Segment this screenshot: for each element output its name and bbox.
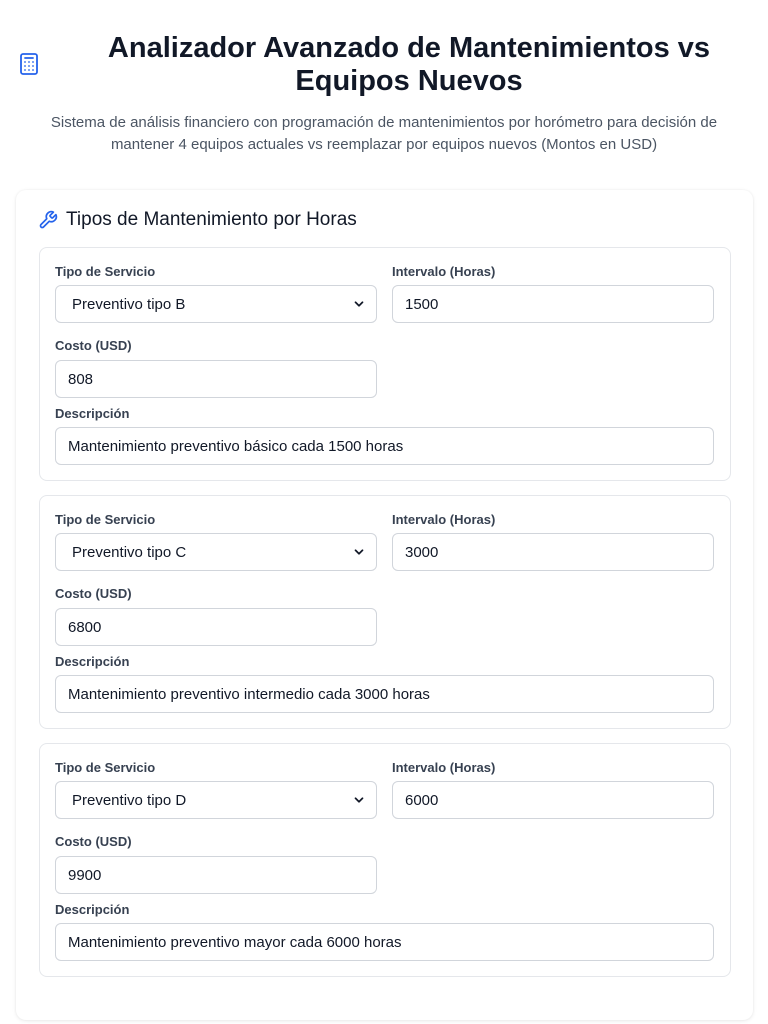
description-input[interactable]: Mantenimiento preventivo intermedio cada 3000 horas [55, 675, 714, 713]
calculator-icon [17, 52, 41, 76]
cost-input[interactable]: 9900 [55, 856, 377, 894]
service-type-value: Preventivo tipo B [72, 295, 186, 313]
service-type-value: Preventivo tipo C [72, 543, 187, 561]
description-label: Descripción [55, 902, 130, 917]
cost-label: Costo (USD) [55, 586, 132, 601]
interval-label: Intervalo (Horas) [392, 512, 496, 527]
page-title: Analizador Avanzado de Mantenimientos vs Equipos Nuevos [107, 32, 711, 97]
service-type-label: Tipo de Servicio [55, 264, 156, 279]
service-type-value: Preventivo tipo D [72, 791, 187, 809]
interval-input[interactable]: 3000 [392, 533, 714, 571]
maintenance-item [39, 743, 731, 977]
description-input[interactable]: Mantenimiento preventivo mayor cada 6000 horas [55, 923, 714, 961]
interval-label: Intervalo (Horas) [392, 264, 496, 279]
chevron-down-icon [352, 545, 366, 559]
maintenance-item [39, 247, 731, 481]
maintenance-item [39, 495, 731, 729]
description-label: Descripción [55, 406, 130, 421]
service-type-select[interactable] [55, 781, 377, 819]
cost-label: Costo (USD) [55, 338, 132, 353]
description-label: Descripción [55, 654, 130, 669]
interval-input[interactable]: 6000 [392, 781, 714, 819]
section-heading [38, 208, 357, 232]
page-subtitle: Sistema de análisis financiero con programación de mantenimientos por horómetro para decisión de mantener 4 equipos actuales vs reemplazar por equipos nuevos (Montos en USD) [50, 114, 718, 153]
service-type-select[interactable] [55, 285, 377, 323]
interval-label: Intervalo (Horas) [392, 760, 496, 775]
service-type-select[interactable] [55, 533, 377, 571]
chevron-down-icon [352, 297, 366, 311]
interval-input[interactable]: 1500 [392, 285, 714, 323]
maintenance-types-card [16, 190, 753, 1020]
cost-label: Costo (USD) [55, 834, 132, 849]
service-type-label: Tipo de Servicio [55, 760, 156, 775]
description-input[interactable]: Mantenimiento preventivo básico cada 1500 horas [55, 427, 714, 465]
chevron-down-icon [352, 793, 366, 807]
wrench-icon [38, 210, 58, 230]
cost-input[interactable]: 808 [55, 360, 377, 398]
cost-input[interactable]: 6800 [55, 608, 377, 646]
page-header [0, 0, 768, 180]
section-title: Tipos de Mantenimiento por Horas [66, 209, 357, 230]
service-type-label: Tipo de Servicio [55, 512, 156, 527]
